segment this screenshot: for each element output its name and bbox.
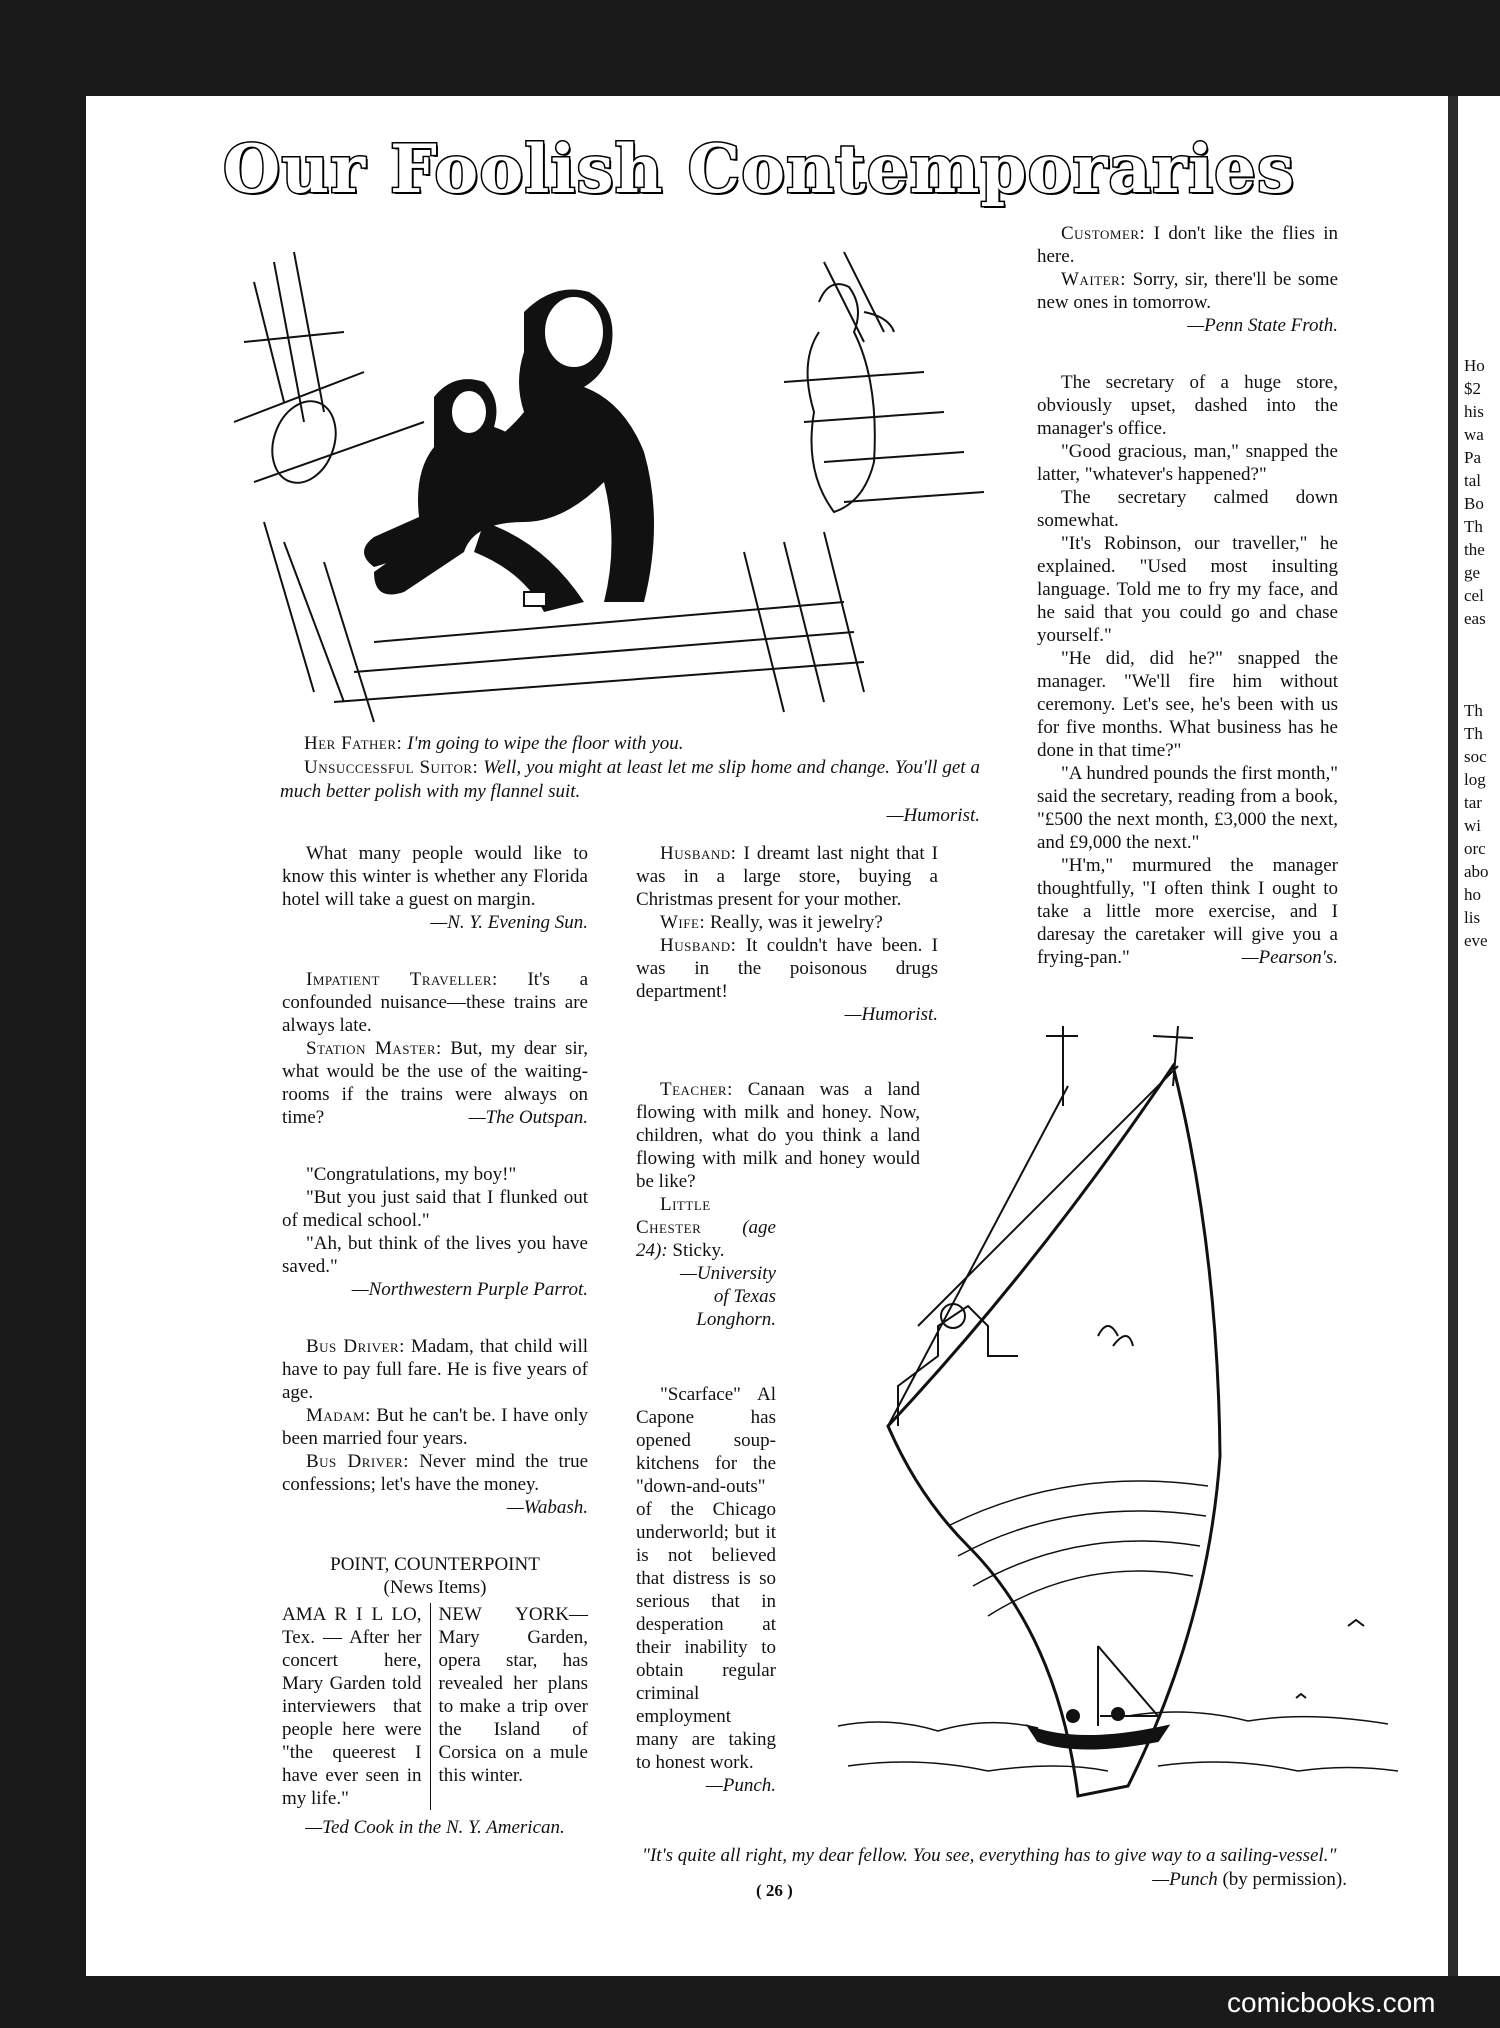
facing-page-fragments	[1464, 354, 1500, 952]
facing-page-fragment: eas	[1464, 609, 1486, 628]
illustration2-caption	[642, 1844, 1347, 1892]
source-penn-state-froth: —Penn State Froth.	[1187, 315, 1338, 336]
facing-page-fragment: Pa	[1464, 448, 1481, 467]
page-title: Our Foolish Contemporaries	[222, 130, 1296, 208]
secretary-p1: The secretary of a huge store, obviously upset, dashed into the manager's office.	[1037, 372, 1338, 439]
source-wabash: —Wabash.	[506, 1497, 588, 1518]
speaker-husband: Husband:	[660, 843, 737, 864]
facing-page-fragment: lis	[1464, 908, 1481, 927]
speaker-her-father: Her Father:	[304, 733, 403, 754]
joke-capone: "Scarface" Al Capone has opened soup-kitchens for the "down-and-outs" of the Chicago underworld; but it is not believed that distress is so serious that in desperation at their inability to obtain regular criminal employment many are taking to honest work.	[636, 1384, 776, 1773]
secretary-p3: The secretary calmed down somewhat.	[1037, 487, 1338, 531]
speaker-waiter: Waiter:	[1061, 269, 1126, 290]
line-madam: But he can't be. I have only been married four years.	[282, 1405, 589, 1449]
line-chester: Sticky.	[672, 1240, 725, 1261]
speaker-bus-driver-2: Bus Driver:	[306, 1451, 409, 1472]
line-husband-2: It couldn't have been. I was in the poisonous drugs department!	[636, 935, 938, 1002]
source-ted-cook: —Ted Cook in the N. Y. American.	[305, 1817, 565, 1838]
source-of-texas: of Texas	[713, 1286, 776, 1307]
pcp-amarillo: AMA R I L LO, Tex. — After her concert here, Mary Garden told interviewers that people here were "the queerest I have ever seen in my life."	[282, 1603, 431, 1810]
facing-page-fragment: ho	[1464, 885, 1481, 904]
ship-sailboat-illustration	[828, 1026, 1412, 1826]
source-punch-ship: —Punch	[1152, 1869, 1218, 1890]
source-punch-capone: —Punch.	[705, 1775, 776, 1796]
line-station-master: But, my dear sir, what would be the use of the waiting-rooms if the trains were always on time?	[282, 1038, 589, 1128]
secretary-p6: "A hundred pounds the first month," said the secretary, reading from a book, "£500 the next month, £3,000 the next, and £9,000 the next."	[1037, 763, 1338, 853]
speaker-traveller: Impatient Traveller:	[306, 969, 498, 990]
secretary-p5: "He did, did he?" snapped the manager. "We'll fire him without ceremony. Let's see, he's been with us for five months. What business has he done in that time?"	[1037, 648, 1338, 761]
facing-page-fragment: cel	[1464, 586, 1484, 605]
facing-page-fragment: Th	[1464, 517, 1483, 536]
secretary-p4: "It's Robinson, our traveller," he explained. "Used most insulting language. Told me to fry my face, and he said that you could go and chase yourself."	[1037, 533, 1338, 646]
facing-page-fragment	[1464, 653, 1500, 676]
facing-page-fragment: soc	[1464, 747, 1487, 766]
illustration1-caption	[280, 732, 980, 828]
pcp-heading: POINT, COUNTERPOINT	[330, 1554, 540, 1575]
speaker-bus-driver: Bus Driver:	[306, 1336, 405, 1357]
speaker-customer: Customer:	[1061, 223, 1146, 244]
source-permission: (by permission).	[1222, 1869, 1347, 1890]
chester-age: (age 24):	[636, 1217, 776, 1261]
source-pearsons: —Pearson's.	[1241, 947, 1338, 968]
facing-page-fragment: $2	[1464, 379, 1481, 398]
speaker-madam: Madam:	[306, 1405, 371, 1426]
facing-page-fragment: tal	[1464, 471, 1481, 490]
facing-page-fragment: eve	[1464, 931, 1488, 950]
line-customer: I don't like the flies in here.	[1037, 223, 1338, 267]
source-humorist: —Humorist.	[844, 1004, 938, 1025]
facing-page-fragment: his	[1464, 402, 1484, 421]
facing-page	[1458, 96, 1500, 1976]
source-purple-parrot: —Northwestern Purple Parrot.	[351, 1279, 588, 1300]
page-number: ( 26 )	[756, 1881, 793, 1900]
caption-source: —Humorist.	[886, 805, 980, 826]
pcp-columns	[282, 1603, 588, 1810]
column-1	[282, 842, 588, 1839]
joke-florida: What many people would like to know this winter is whether any Florida hotel will take a guest on margin.	[282, 843, 588, 910]
pcp-new-york: NEW YORK— Mary Garden, opera star, has revealed her plans to make a trip over the Island of Corsica on a mule this winter.	[438, 1604, 588, 1786]
line-traveller: It's a confounded nuisance—these trains are always late.	[282, 969, 588, 1036]
line-bus-driver-2: Never mind the true confessions; let's have the money.	[282, 1451, 589, 1495]
facing-page-fragment: Bo	[1464, 494, 1484, 513]
line-lives: "Ah, but think of the lives you have saved."	[282, 1233, 588, 1277]
facing-page-fragment: wa	[1464, 425, 1484, 444]
line-bus-driver-1: Madam, that child will have to pay full fare. He is five years of age.	[282, 1336, 589, 1403]
secretary-p2: "Good gracious, man," snapped the latter, "whatever's happened?"	[1037, 441, 1338, 485]
facing-page-fragment: abo	[1464, 862, 1489, 881]
source-longhorn: Longhorn.	[696, 1309, 776, 1330]
facing-page-fragment: ge	[1464, 563, 1481, 582]
line-congrats: "Congratulations, my boy!"	[306, 1164, 517, 1185]
facing-page-fragment: the	[1464, 540, 1485, 559]
facing-page-fragment: Th	[1464, 724, 1483, 743]
line-waiter: Sorry, sir, there'll be some new ones in tomorrow.	[1037, 269, 1339, 313]
source-university: —University	[679, 1263, 776, 1284]
secretary-p7: "H'm," murmured the manager thoughtfully, "I often think I ought to take a little more exercise, and I daresay the caretaker will give you a frying-pan."	[1037, 855, 1338, 968]
caption-line1: I'm going to wipe the floor with you.	[407, 733, 684, 754]
facing-page-fragment: orc	[1464, 839, 1486, 858]
facing-page-fragment: wi	[1464, 816, 1481, 835]
line-wife: Really, was it jewelry?	[709, 912, 883, 933]
source-outspan: —The Outspan.	[468, 1107, 588, 1128]
speaker-little-chester: Little Chester	[636, 1194, 711, 1238]
facing-page-fragment: tar	[1464, 793, 1482, 812]
caption-line2: Well, you might at least let me slip home and change. You'll get a much better polish with my flannel suit.	[280, 757, 981, 802]
facing-page-fragment: Th	[1464, 701, 1483, 720]
speaker-husband-2: Husband:	[660, 935, 737, 956]
speaker-teacher: Teacher:	[660, 1079, 733, 1100]
page-spine	[1448, 96, 1458, 1976]
line-husband-1: I dreamt last night that I was in a large store, buying a Christmas present for your mother.	[636, 843, 938, 910]
column-3	[1037, 222, 1338, 969]
facing-page-fragment	[1464, 676, 1500, 699]
source-evening-sun: —N. Y. Evening Sun.	[430, 912, 588, 933]
speaker-station-master: Station Master:	[306, 1038, 442, 1059]
father-suitor-illustration	[224, 222, 1024, 727]
speaker-suitor: Unsuccessful Suitor:	[304, 757, 479, 778]
pcp-subheading: (News Items)	[383, 1577, 487, 1598]
line-teacher: Canaan was a land flowing with milk and honey. Now, children, what do you think a land flowing with milk and honey would be like?	[636, 1079, 920, 1192]
watermark: comicbooks.com	[1227, 1987, 1436, 2018]
speaker-wife: Wife:	[660, 912, 706, 933]
line-flunked: "But you just said that I flunked out of medical school."	[282, 1187, 588, 1231]
facing-page-fragment	[1464, 630, 1500, 653]
ship-caption: "It's quite all right, my dear fellow. You see, everything has to give way to a sailing-vessel."	[642, 1845, 1337, 1866]
facing-page-fragment: log	[1464, 770, 1486, 789]
facing-page-fragment: Ho	[1464, 356, 1485, 375]
